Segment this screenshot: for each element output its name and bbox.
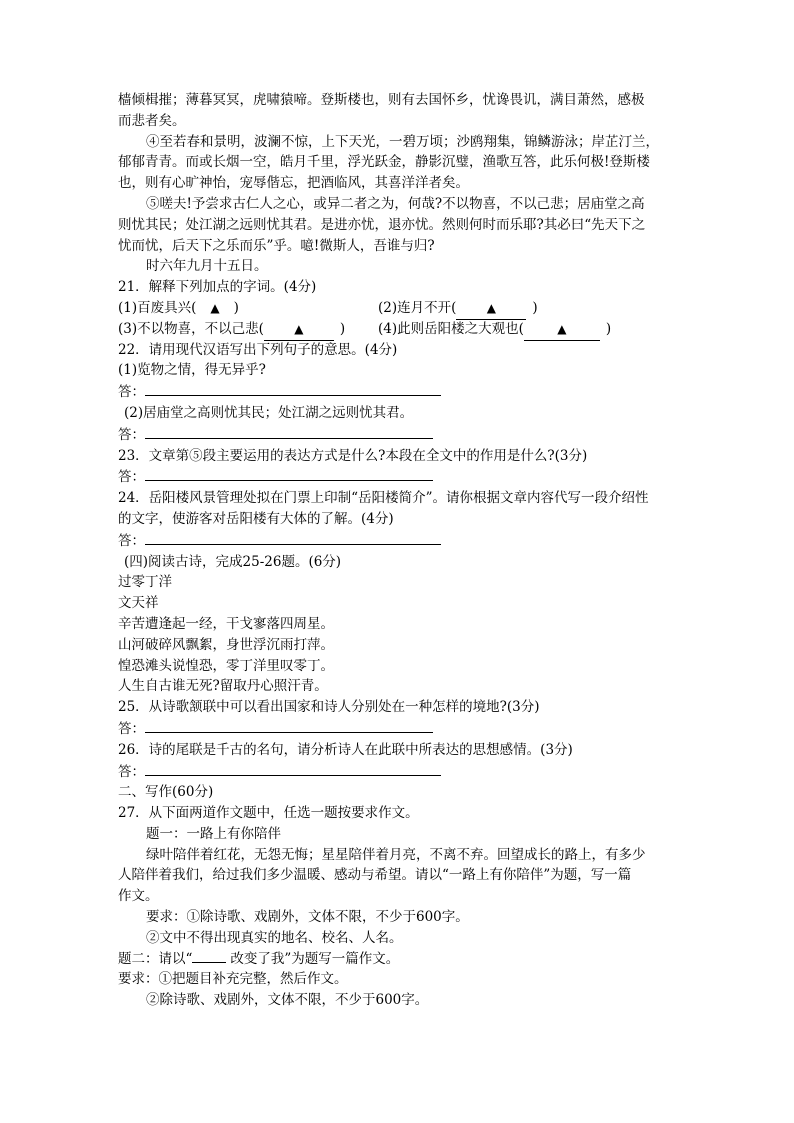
passage-line: ④至若春和景明，波澜不惊，上下天光，一碧万顷；沙鸥翔集，锦鳞游泳；岸芷汀兰， (146, 133, 659, 150)
question-24-cont: 的文字，使游客对岳阳楼有大体的了解。(4分) (118, 510, 394, 527)
question-25: 25．从诗歌颔联中可以看出国家和诗人分别处在一种怎样的境地?(3分) (118, 699, 540, 716)
topic-1-title: 题一：一路上有你陪伴 (146, 825, 281, 842)
answer-field[interactable] (145, 424, 433, 439)
triangle-marker-icon: ▲ (210, 300, 220, 315)
topic-1-body: 作文。 (118, 888, 159, 905)
answer-blank[interactable] (456, 298, 526, 320)
poem-author: 文天祥 (118, 595, 159, 612)
triangle-marker-icon: ▲ (294, 321, 304, 336)
q21-item-4: (4)此则岳阳楼之大观也( ▲ ) (378, 319, 611, 341)
passage-line: 樯倾楫摧；薄暮冥冥，虎啸猿啼。登斯楼也，则有去国怀乡，忧谗畏讥，满目萧然，感极 (118, 92, 645, 108)
question-24: 24．岳阳楼风景管理处拟在门票上印制“岳阳楼简介”。请你根据文章内容代写一段介绍性 (118, 490, 649, 507)
poem-title: 过零丁洋 (118, 574, 172, 591)
poem-line: 惶恐滩头说惶恐，零丁洋里叹零丁。 (118, 657, 334, 674)
topic-1-requirement-2: ②文中不得出现真实的地名、校名、人名。 (146, 929, 403, 946)
topic-2-requirement-2: ②除诗歌、戏剧外，文体不限，不少于600字。 (146, 992, 429, 1009)
answer-blank[interactable] (524, 319, 600, 341)
passage-date: 时六年九月十五日。 (146, 258, 268, 275)
q21-item-1: (1)百废具兴( ▲ ) (118, 299, 239, 316)
triangle-marker-icon: ▲ (557, 321, 567, 336)
q21-item-2: (2)连月不开( ▲ ) (378, 298, 538, 320)
passage-line: 忧而忧，后天下之乐而乐”乎。噫!微斯人，吾谁与归? (118, 237, 435, 254)
passage-line: 而悲者矣。 (118, 112, 186, 129)
title-blank[interactable] (192, 950, 226, 963)
answer-field[interactable] (145, 761, 441, 776)
passage-line: 则忧其民；处江湖之远则忧其君。是进亦忧，退亦忧。然则何时而乐耶?其必曰“先天下之 (118, 216, 646, 233)
topic-1-body: 绿叶陪伴着红花，无怨无悔；星星陪伴着月亮，不离不弃。回望成长的路上，有多少 (146, 846, 646, 863)
answer-line: 答： (118, 381, 678, 403)
passage-line: 也，则有心旷神怡，宠辱偕忘，把酒临风，其喜洋洋者矣。 (118, 175, 469, 192)
question-22-stem: 22．请用现代汉语写出下列句子的意思。(4分) (118, 341, 398, 358)
poem-line: 山河破碎风飘絮，身世浮沉雨打萍。 (118, 636, 334, 653)
topic-2-requirement-1: 要求：①把题目补充完整，然后作文。 (118, 971, 348, 988)
q21-item-3: (3)不以物喜，不以己悲( ▲ ) (118, 321, 345, 337)
topic-1-body: 人陪伴着我们，给过我们多少温暖、感动与希望。请以“一路上有你陪伴”为题，写一篇 (118, 867, 632, 884)
question-22-sentence-2: (2)居庙堂之高则忧其民；处江湖之远则忧其君。 (124, 404, 414, 421)
answer-line: 答： (118, 466, 678, 488)
question-21-stem: 21．解释下列加点的字词。(4分) (118, 279, 317, 296)
question-21-row-1 (118, 298, 678, 319)
answer-line: 答： (118, 761, 678, 783)
answer-field[interactable] (145, 530, 441, 545)
passage-line: ⑤嗟夫!予尝求古仁人之心，或异二者之为，何哉?不以物喜，不以己悲；居庙堂之高 (146, 195, 645, 212)
poem-line: 人生自古谁无死?留取丹心照汗青。 (118, 678, 328, 695)
answer-line: 答： (118, 718, 678, 740)
answer-line: 答： (118, 530, 678, 552)
triangle-marker-icon: ▲ (486, 300, 496, 315)
answer-blank[interactable] (264, 319, 334, 341)
topic-1-requirement-1: 要求：①除诗歌、戏剧外，文体不限，不少于600字。 (146, 909, 469, 926)
answer-field[interactable] (145, 381, 441, 396)
question-26: 26．诗的尾联是千古的名句，请分析诗人在此联中所表达的思想感情。(3分) (118, 741, 573, 758)
question-21-row-2 (118, 319, 678, 340)
writing-header: 二、写作(60分) (118, 784, 214, 801)
question-23: 23．文章第⑤段主要运用的表达方式是什么?本段在全文中的作用是什么?(3分) (118, 447, 588, 464)
exam-page (118, 90, 678, 1011)
answer-field[interactable] (145, 466, 433, 481)
answer-line: 答： (118, 424, 678, 446)
passage-line: 郁郁青青。而或长烟一空，皓月千里，浮光跃金，静影沉璧，渔歌互答，此乐何极!登斯楼 (118, 154, 650, 171)
question-27: 27．从下面两道作文题中，任选一题按要求作文。 (118, 805, 419, 822)
section-4-heading: (四)阅读古诗，完成25-26题。(6分) (124, 553, 342, 570)
answer-field[interactable] (145, 718, 433, 733)
topic-2-title: 题二：请以“ 改变了我”为题写一篇作文。 (118, 950, 400, 967)
question-22-sentence-1: (1)览物之情，得无异乎? (118, 362, 266, 379)
poem-line: 辛苦遭逢起一经，干戈寥落四周星。 (118, 615, 334, 632)
